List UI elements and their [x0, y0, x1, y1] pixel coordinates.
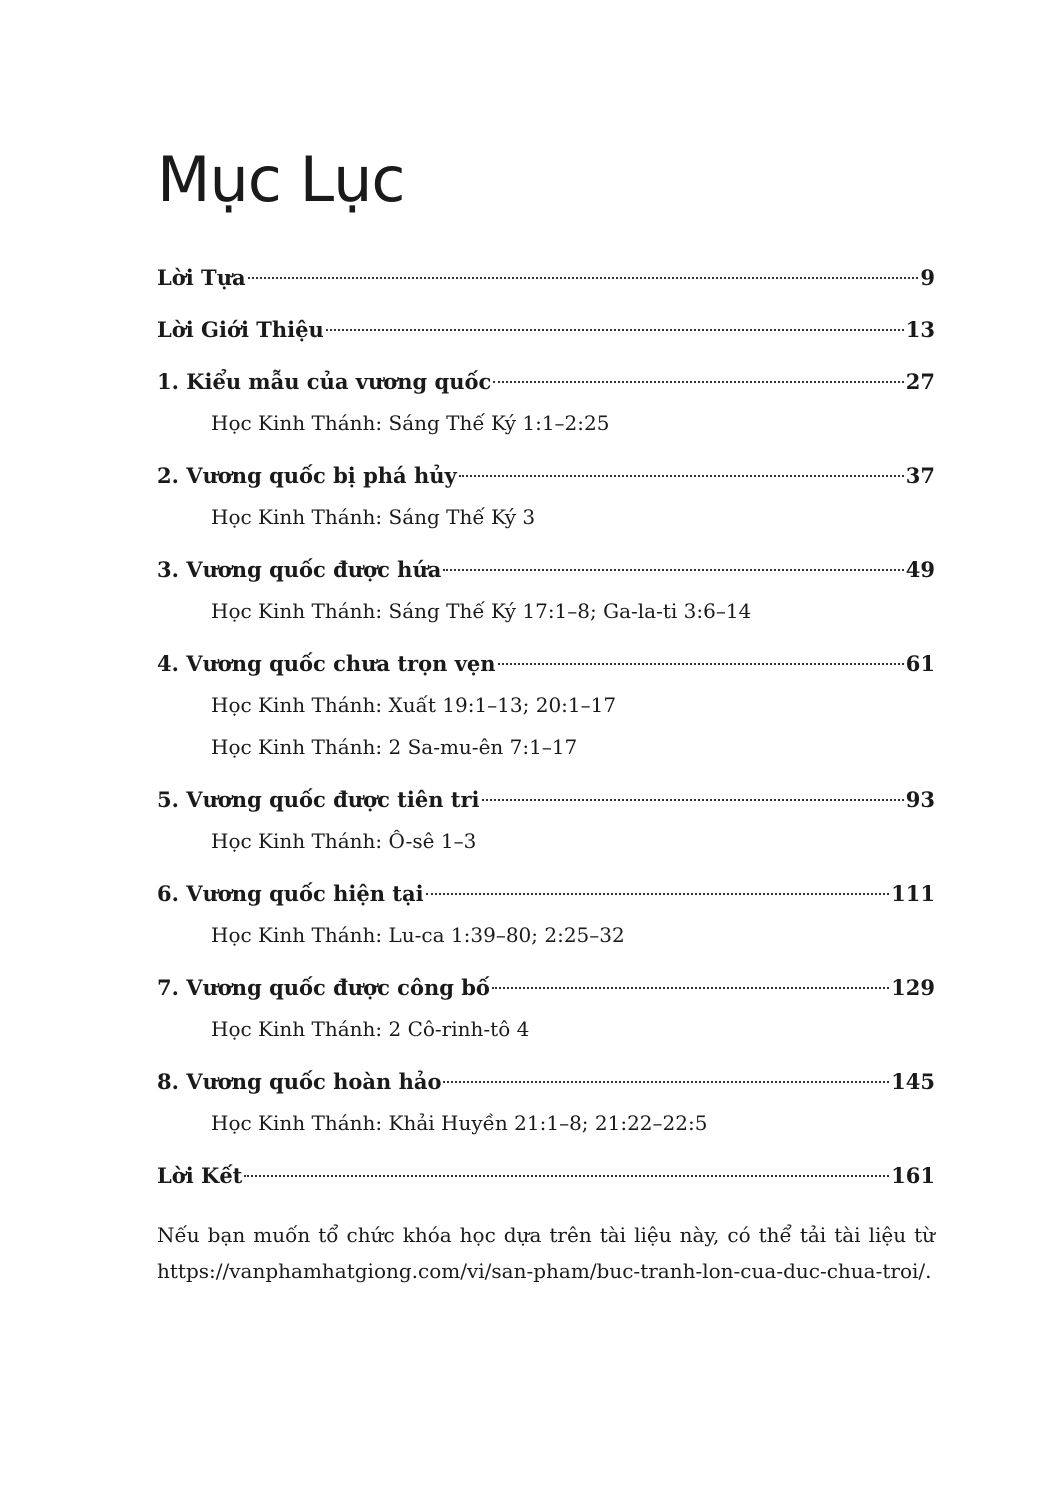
toc-entry-page-number: 27 — [905, 369, 935, 394]
toc-bible-study: Học Kinh Thánh: Xuất 19:1–13; 20:1–17 — [211, 693, 617, 717]
toc-entry-row — [157, 1062, 935, 1102]
toc-entry-title: 4. Vương quốc chưa trọn vẹn — [157, 651, 496, 676]
toc-entry — [157, 1156, 935, 1208]
toc-spacer — [157, 632, 935, 644]
toc-entry-title: 7. Vương quốc được công bố — [157, 975, 490, 1000]
toc-entry-page-number: 61 — [905, 651, 935, 676]
toc-bible-study: Học Kinh Thánh: Sáng Thế Ký 1:1–2:25 — [211, 411, 610, 435]
dot-leader — [426, 893, 890, 895]
toc-entry-row — [157, 310, 935, 350]
toc-entry-page-number: 13 — [905, 317, 935, 342]
toc-entry-row — [157, 968, 935, 1008]
toc-entry-title: Lời Giới Thiệu — [157, 317, 324, 342]
toc-entry — [157, 550, 935, 644]
toc-entry-row — [157, 550, 935, 590]
toc-spacer — [157, 862, 935, 874]
toc-entry-page-number: 9 — [920, 265, 935, 290]
toc-entry — [157, 1062, 935, 1156]
dot-leader — [482, 799, 904, 801]
toc-entry — [157, 780, 935, 874]
toc-bible-study: Học Kinh Thánh: Sáng Thế Ký 3 — [211, 505, 536, 529]
toc-spacer — [157, 538, 935, 550]
toc-entry-title: Lời Tựa — [157, 265, 246, 290]
toc-entry-row — [157, 362, 935, 402]
toc-spacer — [157, 1050, 935, 1062]
dot-leader — [443, 1081, 889, 1083]
toc-entry — [157, 456, 935, 550]
toc-entry-title: Lời Kết — [157, 1163, 243, 1188]
page-title: Mục Lục — [157, 143, 405, 216]
dot-leader — [248, 277, 919, 279]
toc-entry-title: 5. Vương quốc được tiên tri — [157, 787, 480, 812]
toc-spacer — [157, 444, 935, 456]
toc-entry — [157, 258, 935, 310]
toc-spacer — [157, 1196, 935, 1208]
toc-entry-page-number: 93 — [905, 787, 935, 812]
toc-spacer — [157, 956, 935, 968]
toc-entry — [157, 874, 935, 968]
toc-entry-page-number: 37 — [905, 463, 935, 488]
toc-entry-title: 6. Vương quốc hiện tại — [157, 881, 424, 906]
dot-leader — [493, 381, 903, 383]
download-note: Nếu bạn muốn tổ chức khóa học dựa trên tài liệu này, có thể tải tài liệu từ https://vanphamhatgiong.com/vi/san-pham/buc-tranh-lon-cua-duc-chua-troi/. — [157, 1223, 935, 1283]
table-of-contents — [157, 258, 935, 1208]
toc-entry-page-number: 111 — [891, 881, 935, 906]
toc-entry-title: 8. Vương quốc hoàn hảo — [157, 1069, 442, 1094]
toc-entry-title: 1. Kiểu mẫu của vương quốc — [157, 369, 492, 394]
toc-entry-row — [157, 644, 935, 684]
toc-entry-row — [157, 874, 935, 914]
toc-entry-row — [157, 258, 935, 298]
toc-entry-page-number: 145 — [891, 1069, 935, 1094]
toc-entry-title: 2. Vương quốc bị phá hủy — [157, 463, 457, 488]
toc-entry-page-number: 49 — [905, 557, 935, 582]
toc-entry-title: 3. Vương quốc được hứa — [157, 557, 442, 582]
dot-leader — [459, 475, 904, 477]
toc-entry-row — [157, 456, 935, 496]
toc-spacer — [157, 1144, 935, 1156]
toc-bible-study: Học Kinh Thánh: Lu-ca 1:39–80; 2:25–32 — [211, 923, 625, 947]
dot-leader — [492, 987, 889, 989]
toc-bible-study: Học Kinh Thánh: 2 Sa-mu-ên 7:1–17 — [211, 735, 578, 759]
dot-leader — [443, 569, 903, 571]
toc-spacer — [157, 298, 935, 310]
toc-entry — [157, 968, 935, 1062]
dot-leader — [326, 329, 904, 331]
toc-entry — [157, 644, 935, 780]
toc-entry-page-number: 161 — [891, 1163, 935, 1188]
toc-bible-study: Học Kinh Thánh: Sáng Thế Ký 17:1–8; Ga-la-ti 3:6–14 — [211, 599, 752, 623]
toc-entry-row — [157, 1156, 935, 1196]
toc-bible-study: Học Kinh Thánh: 2 Cô-rinh-tô 4 — [211, 1017, 530, 1041]
toc-entry-page-number: 129 — [891, 975, 935, 1000]
toc-entry — [157, 310, 935, 362]
dot-leader — [244, 1175, 889, 1177]
toc-spacer — [157, 350, 935, 362]
toc-bible-study: Học Kinh Thánh: Khải Huyền 21:1–8; 21:22–22:5 — [211, 1111, 708, 1135]
toc-entry-row — [157, 780, 935, 820]
toc-bible-study: Học Kinh Thánh: Ô-sê 1–3 — [211, 829, 477, 853]
toc-spacer — [157, 768, 935, 780]
dot-leader — [498, 663, 904, 665]
toc-entry — [157, 362, 935, 456]
